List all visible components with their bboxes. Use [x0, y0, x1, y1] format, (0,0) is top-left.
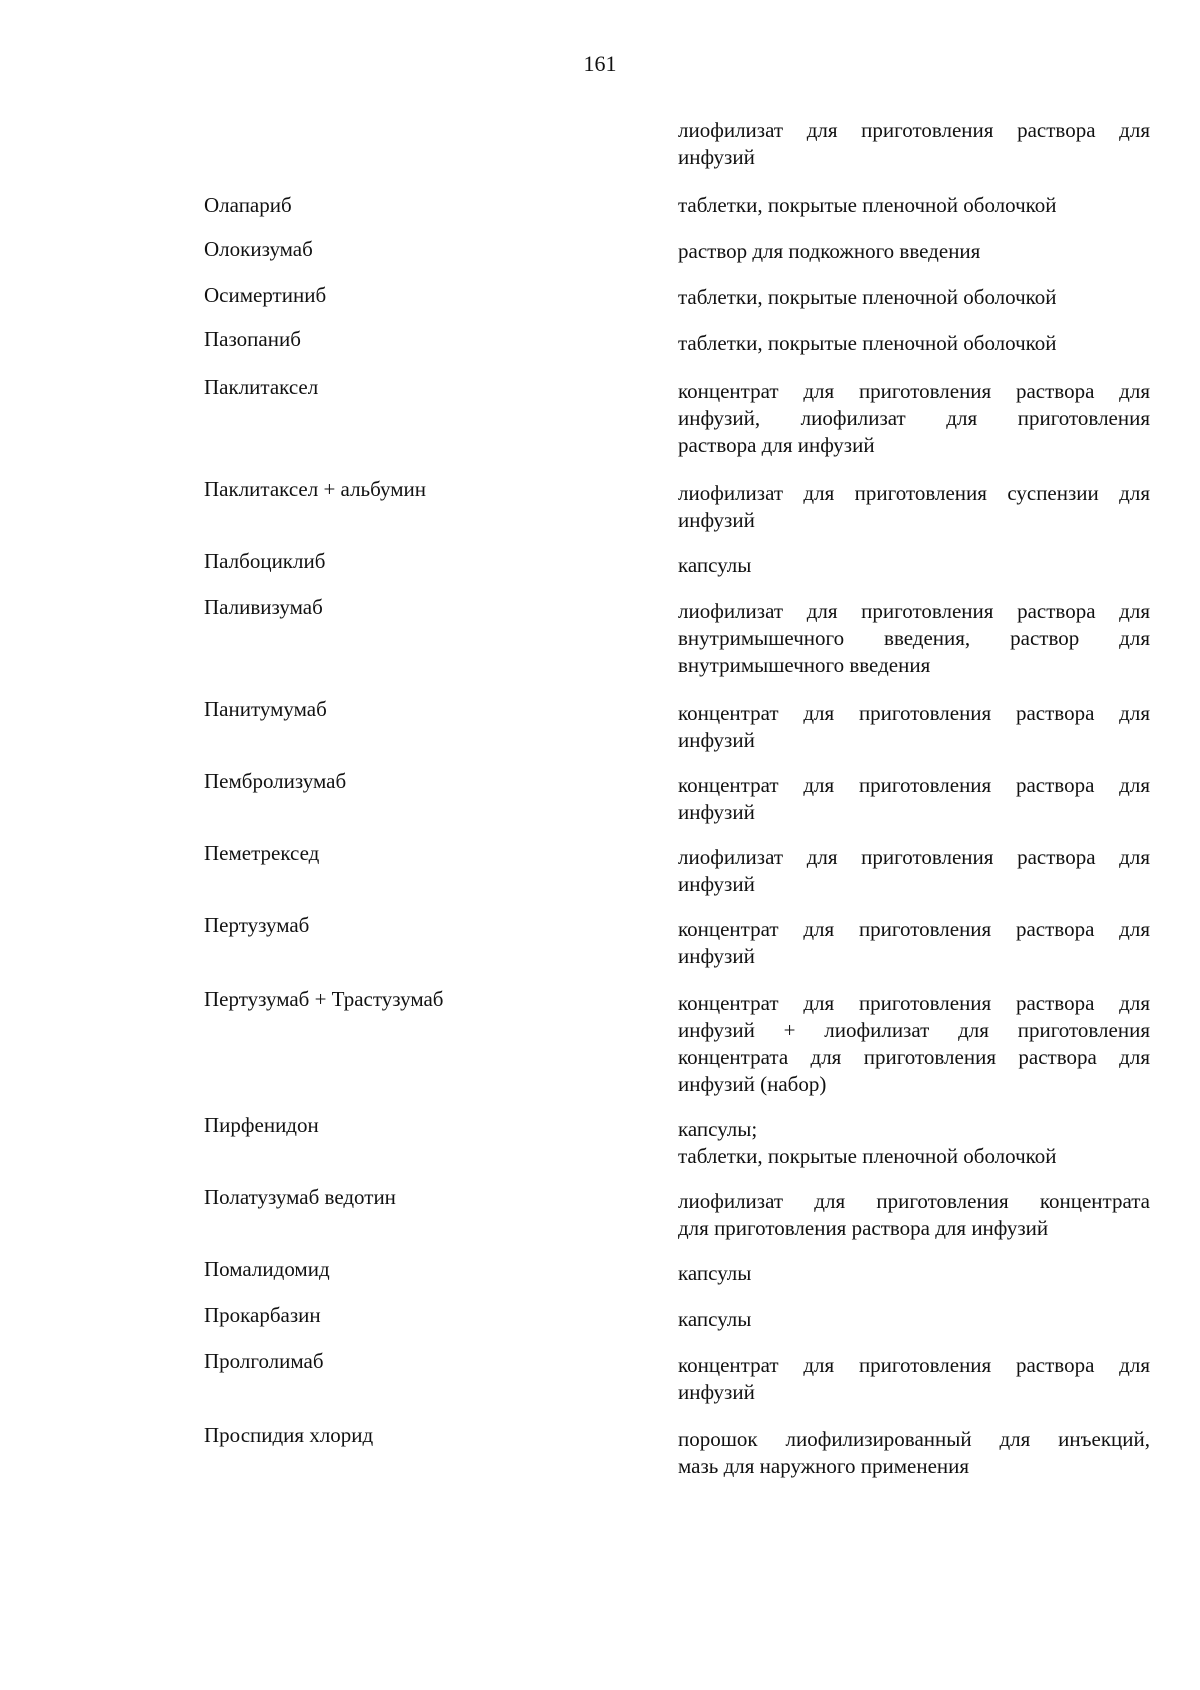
dosage-form-line: порошок лиофилизированный для инъекций,	[678, 1427, 1150, 1451]
dosage-form-line: внутримышечного введения, раствор для	[678, 626, 1150, 650]
dosage-form	[678, 1116, 1150, 1170]
dosage-form-line: инфузий	[678, 872, 755, 896]
dosage-form-line: концентрат для приготовления раствора для	[678, 379, 1150, 403]
drug-name: Помалидомид	[204, 1257, 330, 1281]
dosage-form-line: инфузий	[678, 944, 755, 968]
drug-name: Проспидия хлорид	[204, 1423, 374, 1447]
dosage-form-line: концентрат для приготовления раствора для	[678, 991, 1150, 1015]
dosage-form-line: концентрата для приготовления раствора для	[678, 1045, 1150, 1069]
page-number: 161	[583, 51, 617, 76]
dosage-form	[678, 772, 1150, 826]
dosage-form	[678, 480, 1150, 534]
dosage-form-line: таблетки, покрытые пленочной оболочкой	[678, 285, 1057, 309]
drug-name: Пертузумаб	[204, 913, 310, 937]
drug-name: Олокизумаб	[204, 237, 313, 261]
dosage-form-line: таблетки, покрытые пленочной оболочкой	[678, 193, 1057, 217]
dosage-form-line: мазь для наружного применения	[678, 1454, 970, 1478]
dosage-form	[678, 1188, 1150, 1242]
dosage-form-line: инфузий	[678, 145, 755, 169]
dosage-form	[678, 700, 1150, 754]
dosage-form-line: капсулы	[678, 1307, 752, 1331]
dosage-form-line: лиофилизат для приготовления раствора для	[678, 118, 1150, 142]
dosage-form	[678, 990, 1150, 1098]
dosage-form	[678, 844, 1150, 898]
dosage-form	[678, 378, 1150, 459]
dosage-form-line: капсулы;	[678, 1117, 758, 1141]
dosage-form-line: лиофилизат для приготовления концентрата	[678, 1189, 1150, 1213]
dosage-form	[678, 238, 1150, 265]
dosage-form-line: лиофилизат для приготовления раствора для	[678, 599, 1150, 623]
drug-name: Пирфенидон	[204, 1113, 319, 1137]
dosage-form	[678, 552, 1150, 579]
drug-name: Полатузумаб ведотин	[204, 1185, 396, 1209]
dosage-form	[678, 117, 1150, 171]
dosage-form	[678, 330, 1150, 357]
drug-name: Паклитаксел	[204, 375, 319, 399]
dosage-form	[678, 1352, 1150, 1406]
drug-name: Пертузумаб + Трастузумаб	[204, 987, 444, 1011]
dosage-form-line: инфузий	[678, 1380, 755, 1404]
dosage-form	[678, 1306, 1150, 1333]
dosage-form	[678, 192, 1150, 219]
dosage-form-line: инфузий	[678, 508, 755, 532]
drug-name: Прокарбазин	[204, 1303, 321, 1327]
dosage-form-line: таблетки, покрытые пленочной оболочкой	[678, 1144, 1057, 1168]
dosage-form-line: внутримышечного введения	[678, 653, 931, 677]
drug-name: Палбоциклиб	[204, 549, 326, 573]
dosage-form-line: лиофилизат для приготовления суспензии для	[678, 481, 1150, 505]
dosage-form-line: концентрат для приготовления раствора для	[678, 1353, 1150, 1377]
dosage-form	[678, 1260, 1150, 1287]
dosage-form-line: для приготовления раствора для инфузий	[678, 1216, 1049, 1240]
drug-name: Пембролизумаб	[204, 769, 347, 793]
dosage-form	[678, 1426, 1150, 1480]
dosage-form-line: концентрат для приготовления раствора для	[678, 773, 1150, 797]
drug-name: Пеметрексед	[204, 841, 320, 865]
dosage-form-line: лиофилизат для приготовления раствора для	[678, 845, 1150, 869]
dosage-form-line: инфузий (набор)	[678, 1072, 827, 1096]
dosage-form-line: инфузий	[678, 728, 755, 752]
dosage-form	[678, 598, 1150, 679]
dosage-form-line: раствор для подкожного введения	[678, 239, 981, 263]
dosage-form-line: инфузий + лиофилизат для приготовления	[678, 1018, 1150, 1042]
dosage-form-line: капсулы	[678, 553, 752, 577]
dosage-form-line: таблетки, покрытые пленочной оболочкой	[678, 331, 1057, 355]
drug-name: Паливизумаб	[204, 595, 323, 619]
dosage-form-line: капсулы	[678, 1261, 752, 1285]
dosage-form-line: инфузий, лиофилизат для приготовления	[678, 406, 1150, 430]
dosage-form-line: концентрат для приготовления раствора для	[678, 917, 1150, 941]
dosage-form-line: концентрат для приготовления раствора для	[678, 701, 1150, 725]
dosage-form-line: инфузий	[678, 800, 755, 824]
drug-name: Панитумумаб	[204, 697, 327, 721]
dosage-form-line: раствора для инфузий	[678, 433, 875, 457]
drug-name: Пролголимаб	[204, 1349, 324, 1373]
dosage-form	[678, 916, 1150, 970]
drug-name: Олапариб	[204, 193, 292, 217]
drug-name: Паклитаксел + альбумин	[204, 477, 426, 501]
drug-name: Пазопаниб	[204, 327, 301, 351]
dosage-form	[678, 284, 1150, 311]
drug-name: Осимертиниб	[204, 283, 327, 307]
